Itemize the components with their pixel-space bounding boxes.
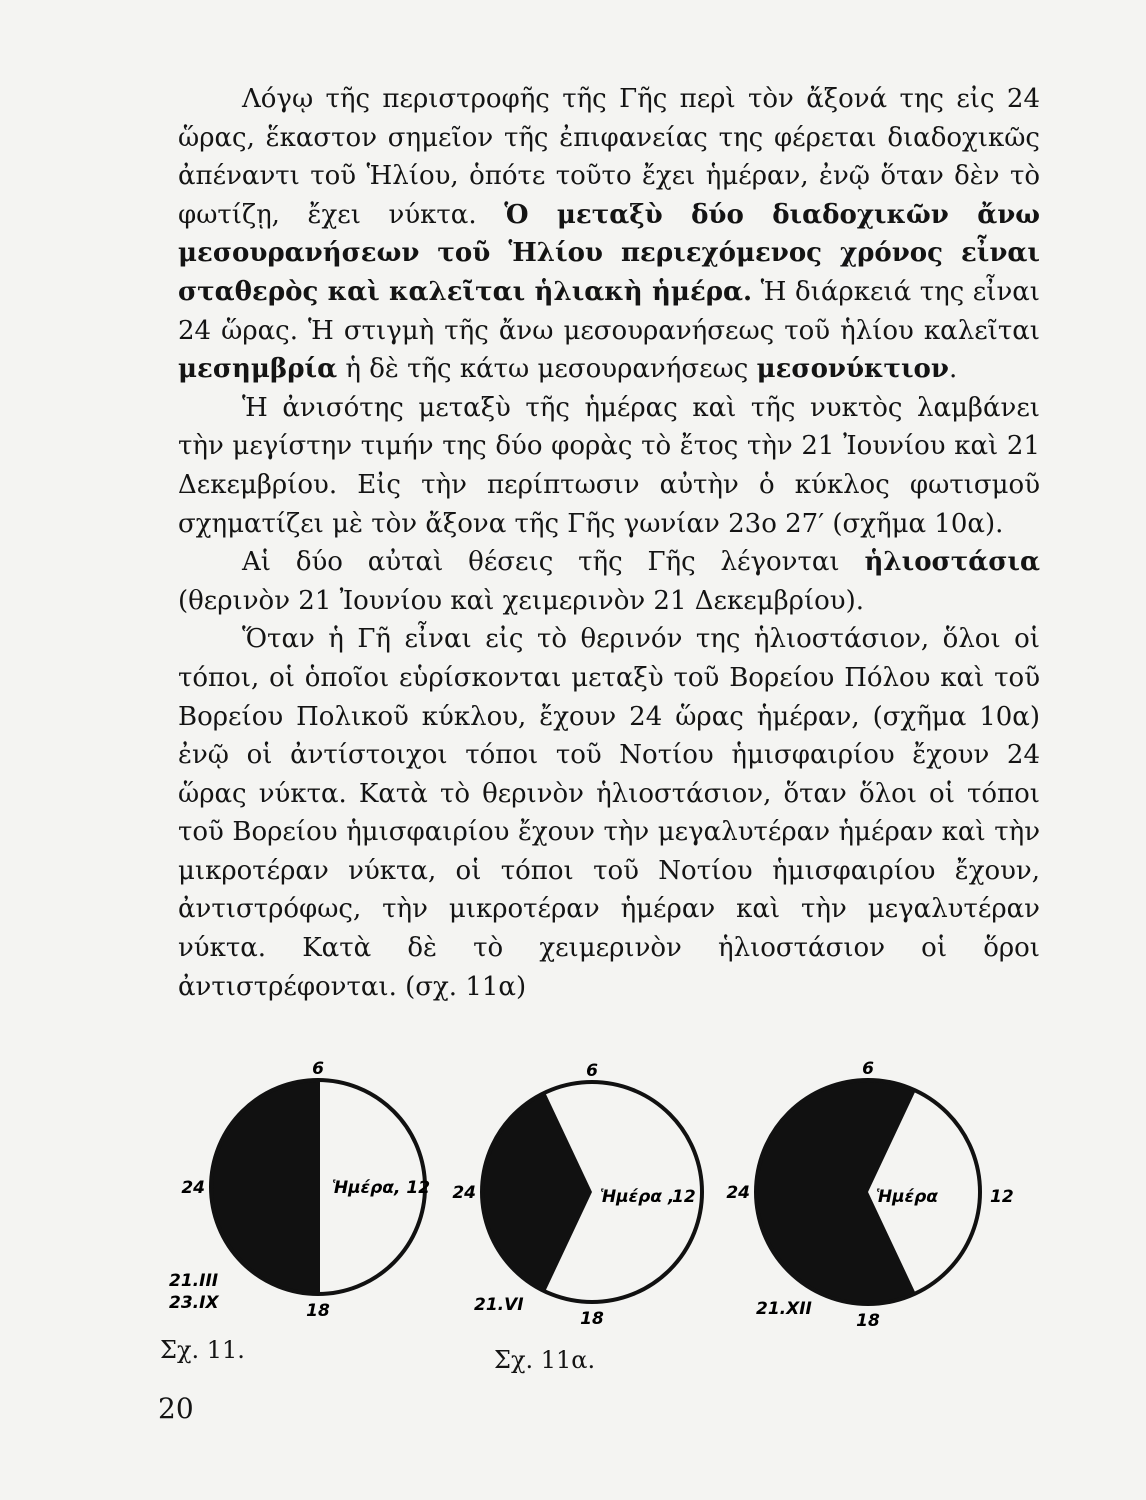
night-sector-fig11a-summer	[482, 1092, 592, 1291]
label-twelve-fig11a-summer: 12	[672, 1187, 696, 1207]
label-left-fig11a-summer: 24	[452, 1183, 476, 1203]
label-day-fig11a-summer: Ἡμέρα ,	[600, 1187, 675, 1207]
body-text	[178, 80, 1040, 1006]
label-top-fig11a-summer: 6	[586, 1061, 598, 1081]
text-run: Ἡ ἀνισότης μεταξὺ τῆς ἡμέρας καὶ τῆς νυκτὸς λαμβάνει τὴν μεγίστην τιμήν της δύο φορὰς τὸ ἔτος τὴν 21 Ἰουνίου καὶ 21 Δεκεμβρίου. Εἰς τὴν περίπτωσιν αὐτὴν ὁ κύκλος φωτισμοῦ σχηματίζει μὲ τὸν ἄξονα τῆς Γῆς γωνίαν 23ο 27′ (σχῆμα 10α).	[178, 392, 1040, 539]
label-left-fig11: 24	[181, 1178, 205, 1198]
text-run: (θερινὸν 21 Ἰουνίου καὶ χειμερινὸν 21 Δεκεμβρίου).	[178, 585, 865, 616]
label-bottom-fig11: 18	[306, 1301, 330, 1321]
figures-svg	[0, 1040, 1146, 1370]
label-date-fig11a-winter: 21.XII	[756, 1299, 812, 1319]
text-run: ἡ δὲ τῆς κάτω μεσουρανήσεως	[337, 354, 757, 385]
text-run: .	[948, 354, 958, 385]
label-date-fig11a-summer: 21.VI	[474, 1295, 524, 1315]
figure-11a-winter	[726, 1059, 1013, 1331]
label-top-fig11a-winter: 6	[862, 1059, 874, 1079]
bold-term: Ὁ μεταξὺ δύο διαδοχικῶν ἄνω μεσουρανήσεων τοῦ Ἡλίου περιεχόμενος χρόνος εἶναι σταθερὸς καὶ καλεῖται ἡλιακὴ ἡμέρα.	[178, 199, 1040, 307]
bold-term: μεσονύκτιον	[756, 354, 949, 385]
bold-term: μεσημβρία	[178, 354, 338, 385]
caption-fig11: Σχ. 11.	[160, 1336, 245, 1364]
paragraph-3	[178, 543, 1040, 620]
label-bottom-fig11a-winter: 18	[856, 1311, 880, 1331]
paragraph-4	[178, 620, 1040, 1006]
figure-11a-summer	[452, 1061, 702, 1329]
label-day-fig11a-winter: Ἡμέρα	[876, 1187, 938, 1207]
page-number: 20	[158, 1392, 194, 1425]
night-sector-fig11	[211, 1080, 318, 1294]
label-twelve-fig11a-winter: 12	[990, 1187, 1014, 1207]
label-bottom-fig11a-summer: 18	[580, 1309, 604, 1329]
text-run: Αἱ δύο αὐταὶ θέσεις τῆς Γῆς λέγονται	[242, 547, 865, 578]
text-run: Λόγῳ τῆς περιστροφῆς τῆς Γῆς περὶ τὸν ἄξονά της εἰς 24 ὥρας, ἕκαστον σημεῖον τῆς ἐπιφανείας της φέρεται διαδοχικῶς ἀπέναντι τοῦ Ἡλίου, ὁπότε τοῦτο ἔχει ἡμέραν, ἐνῷ ὅταν δὲν τὸ φωτίζῃ, ἔχει νύκτα.	[178, 84, 1040, 230]
label-date2-fig11: 23.IX	[169, 1293, 219, 1313]
caption-fig11a: Σχ. 11α.	[494, 1346, 596, 1374]
label-left-fig11a-winter: 24	[726, 1183, 750, 1203]
text-run: Ὅταν ἡ Γῆ εἶναι εἰς τὸ θερινόν της ἡλιοστάσιον, ὅλοι οἱ τόποι, οἱ ὁποῖοι εὑρίσκονται μεταξὺ τοῦ Βορείου Πόλου καὶ τοῦ Βορείου Πολικοῦ κύκλου, ἔχουν 24 ὥρας ἡμέραν, (σχῆμα 10α) ἐνῷ οἱ ἀντίστοιχοι τόποι τοῦ Νοτίου ἡμισφαιρίου ἔχουν 24 ὥρας νύκτα. Κατὰ τὸ θερινὸν ἡλιοστάσιον, ὅταν ὅλοι οἱ τόποι τοῦ Βορείου ἡμισφαιρίου ἔχουν τὴν μεγαλυτέραν ἡμέραν καὶ τὴν μικροτέραν νύκτα, οἱ τόποι τοῦ Νοτίου ἡμισφαιρίου ἔχουν, ἀντιστρόφως, τὴν μικροτέραν ἡμέραν καὶ τὴν μεγαλυτέραν νύκτα. Κατὰ δὲ τὸ χειμερινὸν ἡλιοστάσιον οἱ ὅροι ἀντιστρέφονται. (σχ. 11α)	[178, 624, 1040, 1002]
bold-term: ἡλιοστάσια	[864, 547, 1040, 578]
text-run: Ἡ διάρκειά της εἶναι 24 ὥρας. Ἡ στιγμὴ τῆς ἄνω μεσουρανήσεως τοῦ ἡλίου καλεῖται	[178, 276, 1041, 346]
label-top-fig11: 6	[312, 1059, 324, 1079]
paragraph-1	[178, 80, 1040, 389]
paragraph-2	[178, 389, 1040, 543]
label-date1-fig11: 21.III	[169, 1271, 219, 1291]
label-day-fig11: Ἡμέρα, 12	[332, 1178, 431, 1198]
figure-11	[169, 1059, 430, 1321]
